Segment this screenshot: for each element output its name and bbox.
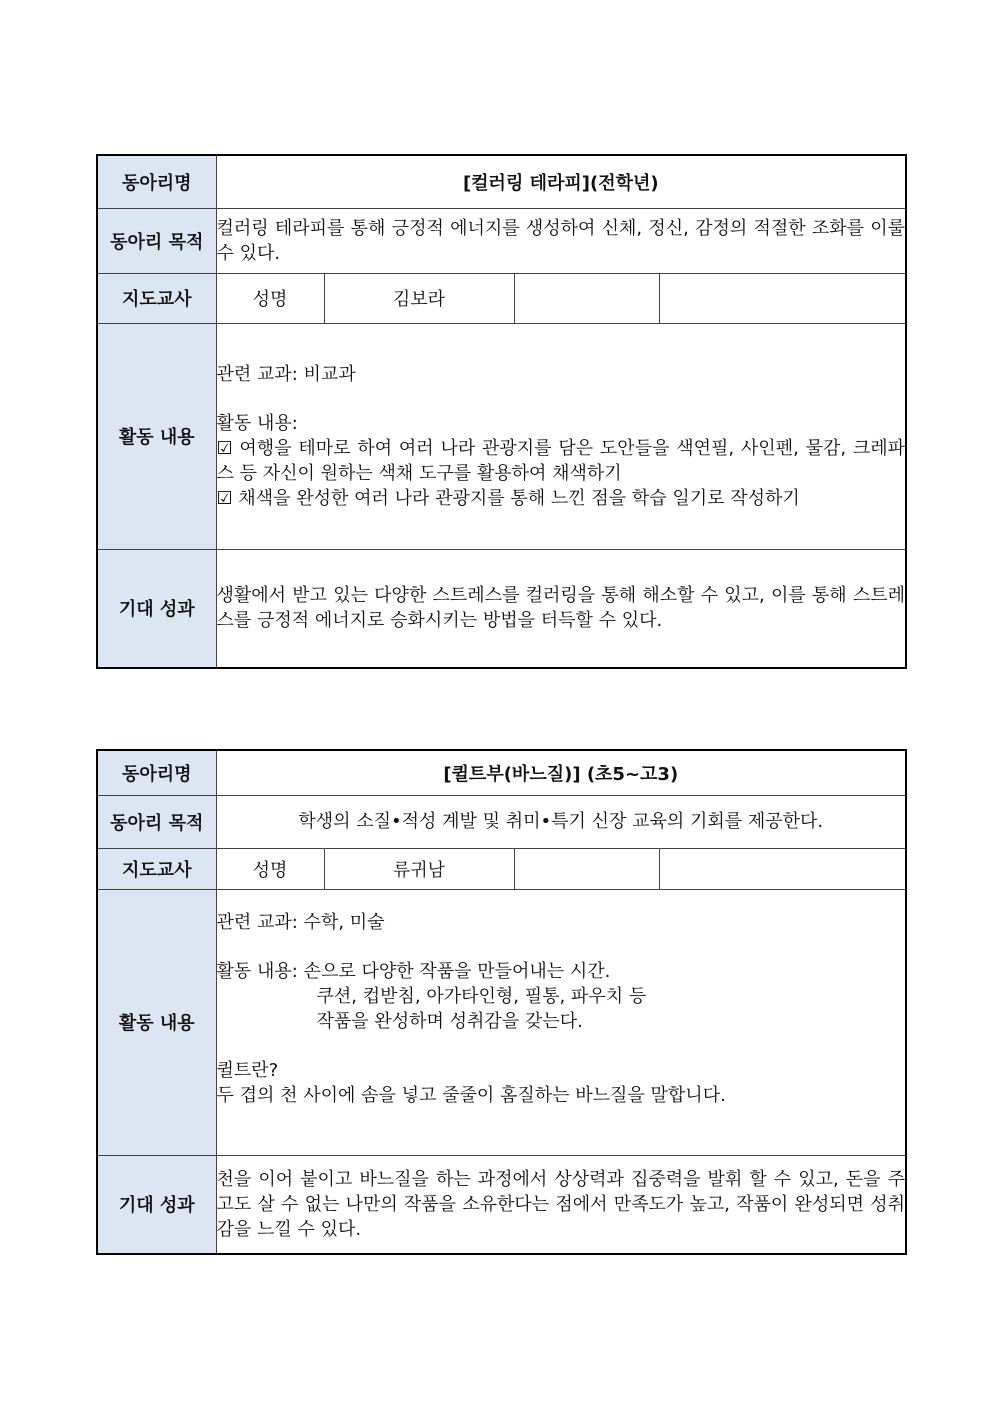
club-purpose-label: 동아리 목적 (97, 208, 216, 273)
club-table-coloring (96, 154, 907, 669)
club-table-quilt (96, 749, 907, 1255)
activity-heading: 활동 내용: (216, 412, 298, 434)
teacher-name-label: 성명 (216, 273, 324, 323)
outcome-value: 생활에서 받고 있는 다양한 스트레스를 컬러링을 통해 해소할 수 있고, 이를 통해 스트레스를 긍정적 에너지로 승화시키는 방법을 터득할 수 있다. (216, 549, 906, 668)
teacher-name: 류귀남 (324, 848, 514, 889)
empty-cell (659, 848, 906, 889)
outcome-value: 천을 이어 붙이고 바느질을 하는 과정에서 상상력과 집중력을 발휘 할 수 있고, 돈을 주고도 살 수 없는 나만의 작품을 소유한다는 점에서 만족도가 높고, 작품이 완성되면 성취감을 느낄 수 있다. (216, 1155, 906, 1254)
activity-line: 작품을 완성하며 성취감을 갖는다. (316, 1010, 583, 1032)
outcome-label: 기대 성과 (97, 1155, 216, 1254)
club-purpose-label: 동아리 목적 (97, 795, 216, 848)
quilt-definition: 두 겹의 천 사이에 솜을 넣고 줄줄이 홈질하는 바느질을 말합니다. (216, 1084, 726, 1106)
activity-content (216, 889, 906, 1155)
club-name-label: 동아리명 (97, 750, 216, 795)
activity-subject: 관련 교과: 비교과 (216, 363, 356, 385)
empty-cell (514, 273, 659, 323)
club-name-label: 동아리명 (97, 155, 216, 208)
club-name-value: [퀼트부(바느질)] (초5~고3) (216, 750, 906, 795)
empty-cell (659, 273, 906, 323)
empty-cell (514, 848, 659, 889)
teacher-label: 지도교사 (97, 273, 216, 323)
activity-label: 활동 내용 (97, 889, 216, 1155)
activity-label: 활동 내용 (97, 323, 216, 549)
activity-item: ☑ 채색을 완성한 여러 나라 관광지를 통해 느낀 점을 학습 일기로 작성하기 (216, 487, 800, 509)
quilt-question: 퀼트란? (216, 1059, 279, 1081)
outcome-label: 기대 성과 (97, 549, 216, 668)
activity-line: 쿠션, 컵받침, 아가타인형, 필통, 파우치 등 (316, 985, 647, 1007)
activity-item: ☑ 여행을 테마로 하여 여러 나라 관광지를 담은 도안들을 색연필, 사인펜, 물감, 크레파스 등 자신이 원하는 색채 도구를 활용하여 채색하기 (216, 437, 906, 484)
club-purpose-value: 학생의 소질•적성 계발 및 취미•특기 신장 교육의 기회를 제공한다. (216, 795, 906, 848)
teacher-label: 지도교사 (97, 848, 216, 889)
teacher-name-label: 성명 (216, 848, 324, 889)
activity-content (216, 323, 906, 549)
club-purpose-value: 컬러링 테라피를 통해 긍정적 에너지를 생성하여 신체, 정신, 감정의 적절한 조화를 이룰 수 있다. (216, 208, 906, 273)
activity-subject: 관련 교과: 수학, 미술 (216, 911, 385, 933)
club-name-value: [컬러링 테라피](전학년) (216, 155, 906, 208)
teacher-name: 김보라 (324, 273, 514, 323)
activity-heading: 활동 내용: 손으로 다양한 작품을 만들어내는 시간. (216, 960, 611, 982)
